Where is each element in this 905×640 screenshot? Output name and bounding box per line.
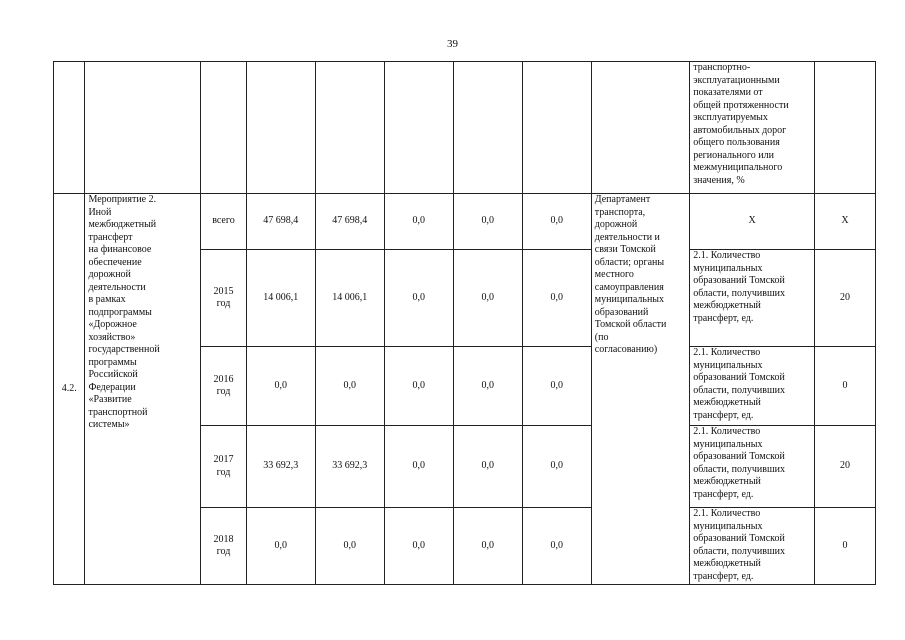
indicator-value-cell: 20: [815, 426, 876, 508]
indicator-value-cell: X: [815, 194, 876, 250]
item-name-cell: Мероприятие 2. Иной межбюджетный трансферт на финансовое обеспечение дорожной деятельности в рамках подпрограммы «Дорожное хозяйство» государственной программы Российской Федерации «Развитие транспортной системы»: [85, 194, 201, 585]
extra-budget-cell: 0,0: [522, 426, 591, 508]
federal-cell: 47 698,4: [315, 194, 384, 250]
regional-cell: 0,0: [384, 508, 453, 585]
indicator-cell: 2.1. Количество муниципальных образований Томской области, получивших межбюджетный трансферт, ед.: [690, 250, 815, 347]
regional-cell: 0,0: [384, 194, 453, 250]
executor-cell: Департамент транспорта, дорожной деятельности и связи Томской области; органы местного самоуправления муниципальных образований Томской области (по согласованию): [591, 194, 689, 585]
regional-cell: 0,0: [384, 347, 453, 426]
total-cell: 14 006,1: [246, 250, 315, 347]
item-number-cell: 4.2.: [54, 194, 85, 585]
total-cell: 47 698,4: [246, 194, 315, 250]
federal-cell: 14 006,1: [315, 250, 384, 347]
period-cell: 2015 год: [201, 250, 247, 347]
regional-cell: 0,0: [384, 250, 453, 347]
regional-cell: 0,0: [384, 426, 453, 508]
period-cell: 2016 год: [201, 347, 247, 426]
indicator-value-cell: 20: [815, 250, 876, 347]
federal-cell: 0,0: [315, 347, 384, 426]
indicator-cell: 2.1. Количество муниципальных образований Томской области, получивших межбюджетный трансферт, ед.: [690, 347, 815, 426]
municipal-cell: 0,0: [453, 194, 522, 250]
continuation-row: [54, 62, 876, 194]
total-cell: 0,0: [246, 508, 315, 585]
period-cell: всего: [201, 194, 247, 250]
total-cell: 0,0: [246, 347, 315, 426]
indicator-cell: X: [690, 194, 815, 250]
indicator-cell: 2.1. Количество муниципальных образований Томской области, получивших межбюджетный трансферт, ед.: [690, 426, 815, 508]
municipal-cell: 0,0: [453, 426, 522, 508]
indicator-value-cell: 0: [815, 347, 876, 426]
indicator-cell: 2.1. Количество муниципальных образований Томской области, получивших межбюджетный трансферт, ед.: [690, 508, 815, 585]
period-cell: 2018 год: [201, 508, 247, 585]
municipal-cell: 0,0: [453, 508, 522, 585]
extra-budget-cell: 0,0: [522, 508, 591, 585]
program-table: [53, 61, 876, 585]
period-cell: 2017 год: [201, 426, 247, 508]
federal-cell: 0,0: [315, 508, 384, 585]
extra-budget-cell: 0,0: [522, 250, 591, 347]
indicator-value-cell: 0: [815, 508, 876, 585]
federal-cell: 33 692,3: [315, 426, 384, 508]
extra-budget-cell: 0,0: [522, 347, 591, 426]
table-row: [54, 194, 876, 250]
total-cell: 33 692,3: [246, 426, 315, 508]
municipal-cell: 0,0: [453, 250, 522, 347]
page-number: 39: [447, 38, 458, 50]
extra-budget-cell: 0,0: [522, 194, 591, 250]
indicator-continuation-cell: транспортно- эксплуатационными показателями от общей протяженности эксплуатируемых автомобильных дорог общего пользования регионального или межмуниципального значения, %: [690, 62, 815, 194]
municipal-cell: 0,0: [453, 347, 522, 426]
